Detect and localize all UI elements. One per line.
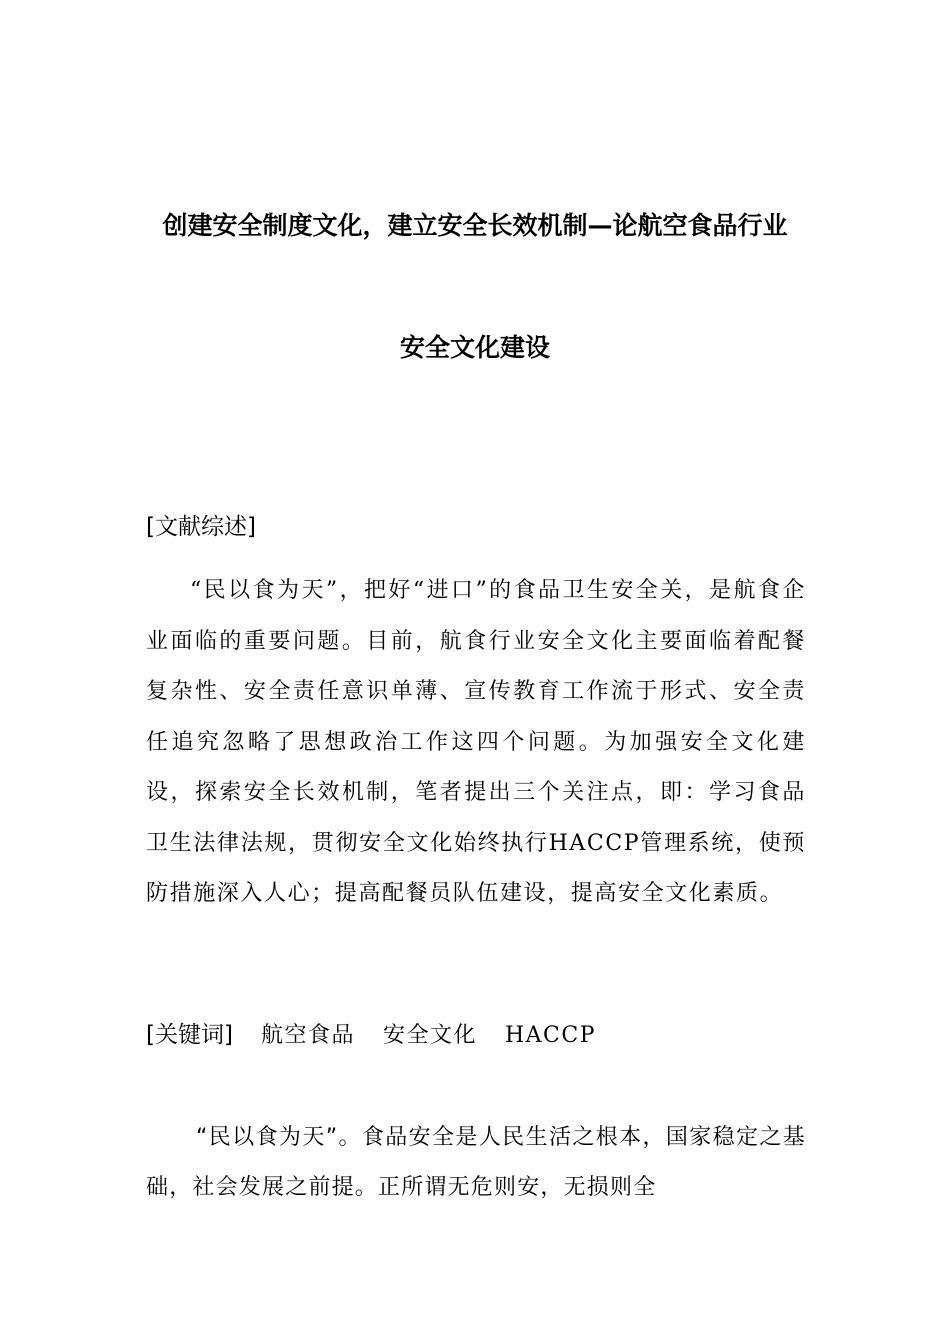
keywords-heading: [关键词] (146, 1022, 233, 1048)
keyword-item: HACCP (504, 1023, 597, 1048)
keyword-item: 航空食品 (260, 1023, 355, 1048)
keyword-item: 安全文化 (382, 1023, 477, 1048)
document-title-line-2: 安全文化建设 (399, 333, 550, 362)
main-body-paragraph: “民以食为天”。食品安全是人民生活之根本，国家稳定之基础，社会发展之前提。正所谓无危则安，无损则全 (146, 1125, 806, 1200)
document-title-line-1: 创建安全制度文化，建立安全长效机制—论航空食品行业 (162, 211, 788, 240)
keywords-row (146, 1020, 596, 1051)
literature-review-paragraph: “民以食为天”，把好“进口”的食品卫生安全关，是航食企业面临的重要问题。目前，航食行业安全文化主要面临着配餐复杂性、安全责任意识单薄、宣传教育工作流于形式、安全责任追究忽略了思想政治工作这四个问题。为加强安全文化建设，探索安全长效机制，笔者提出三个关注点，即：学习食品卫生法律法规，贯彻安全文化始终执行HACCP管理系统，使预防措施深入人心；提高配餐员队伍建设，提高安全文化素质。 (146, 578, 806, 906)
literature-review-heading: [文献综述] (146, 514, 256, 540)
